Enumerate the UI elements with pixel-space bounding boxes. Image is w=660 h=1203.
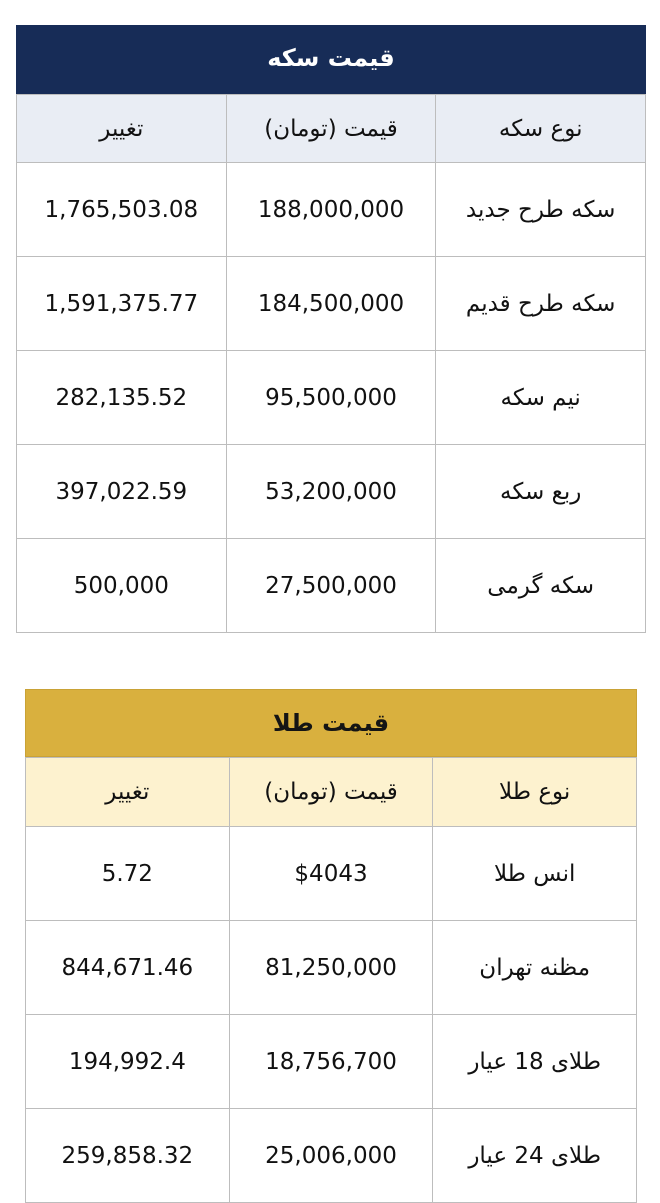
coin-price-cell: 53,200,000 (226, 445, 436, 539)
coin-table-grid (16, 94, 646, 633)
gold-change-cell: 259,858.32 (26, 1109, 230, 1203)
coin-row-gram (17, 539, 646, 633)
coin-name-cell: ربع سکه (436, 445, 646, 539)
gold-price-cell: 81,250,000 (229, 921, 433, 1015)
gold-price-table (25, 689, 637, 1203)
gold-change-cell: 5.72 (26, 827, 230, 921)
gold-header-type: نوع طلا (433, 758, 637, 827)
coin-name-cell: سکه طرح قدیم (436, 257, 646, 351)
gold-row-18k (26, 1015, 637, 1109)
coin-row-new-design (17, 163, 646, 257)
coin-price-cell: 188,000,000 (226, 163, 436, 257)
coin-price-cell: 95,500,000 (226, 351, 436, 445)
coin-row-quarter (17, 445, 646, 539)
coin-header-price: قیمت (تومان) (226, 95, 436, 163)
coin-price-cell: 27,500,000 (226, 539, 436, 633)
coin-change-cell: 1,765,503.08 (17, 163, 227, 257)
gold-price-cell: 18,756,700 (229, 1015, 433, 1109)
coin-change-cell: 282,135.52 (17, 351, 227, 445)
coin-name-cell: سکه طرح جدید (436, 163, 646, 257)
gold-name-cell: طلای 24 عیار (433, 1109, 637, 1203)
coin-change-cell: 1,591,375.77 (17, 257, 227, 351)
gold-price-cell: 25,006,000 (229, 1109, 433, 1203)
gold-table-title: قیمت طلا (25, 689, 637, 757)
coin-change-cell: 397,022.59 (17, 445, 227, 539)
coin-price-table (16, 25, 646, 633)
coin-price-cell: 184,500,000 (226, 257, 436, 351)
gold-change-cell: 194,992.4 (26, 1015, 230, 1109)
gold-row-ounce (26, 827, 637, 921)
coin-row-half (17, 351, 646, 445)
gold-header-price: قیمت (تومان) (229, 758, 433, 827)
coin-header-type: نوع سکه (436, 95, 646, 163)
gold-name-cell: انس طلا (433, 827, 637, 921)
gold-table-grid (25, 757, 637, 1203)
gold-row-tehran-quote (26, 921, 637, 1015)
coin-name-cell: سکه گرمی (436, 539, 646, 633)
gold-name-cell: مظنه تهران (433, 921, 637, 1015)
coin-header-change: تغییر (17, 95, 227, 163)
gold-name-cell: طلای 18 عیار (433, 1015, 637, 1109)
gold-row-24k (26, 1109, 637, 1203)
gold-table-header-row (26, 758, 637, 827)
gold-price-cell: $4043 (229, 827, 433, 921)
coin-change-cell: 500,000 (17, 539, 227, 633)
coin-table-title: قیمت سکه (16, 25, 646, 94)
coin-row-old-design (17, 257, 646, 351)
gold-change-cell: 844,671.46 (26, 921, 230, 1015)
coin-name-cell: نیم سکه (436, 351, 646, 445)
gold-header-change: تغییر (26, 758, 230, 827)
coin-table-header-row (17, 95, 646, 163)
